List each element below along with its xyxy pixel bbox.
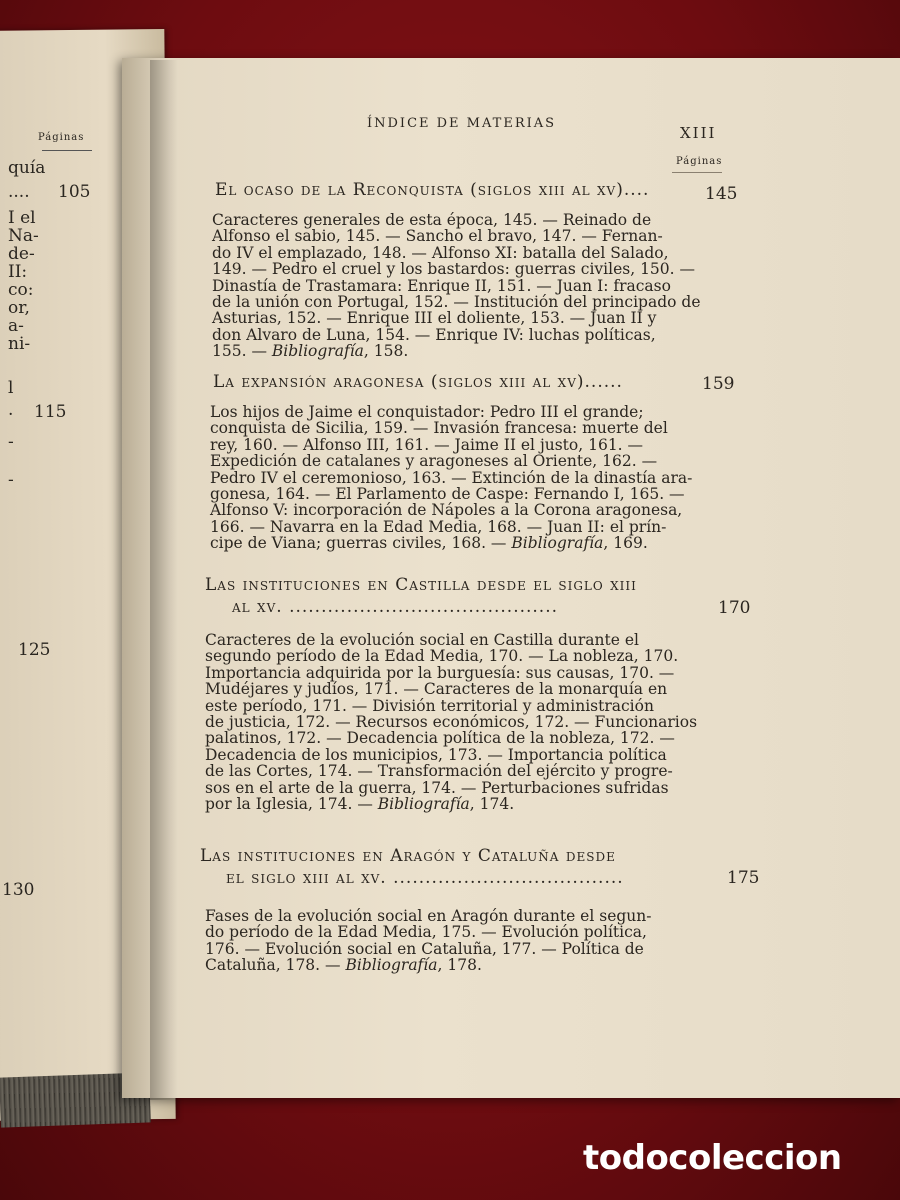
entry-line: 149. — Pedro el cruel y los bastardos: guerras civiles, 150. — (212, 260, 696, 279)
bibliografia-label: Bibliografía (345, 956, 438, 975)
entry-line: rey, 160. — Alfonso III, 161. — Jaime II el justo, 161. — (210, 435, 644, 454)
left-fragment: II: (8, 262, 28, 282)
left-fragment: de- (8, 244, 35, 264)
bibliografia-page: , 169. (603, 534, 648, 553)
entry-line: 176. — Evolución social en Cataluña, 177. — Política de (205, 939, 644, 958)
bibliografia-page: , 174. (469, 795, 515, 814)
entry-line: do período de la Edad Media, 175. — Evolución política, (205, 923, 647, 942)
entry-line: Pedro IV el ceremonioso, 163. — Extinción de la dinastía ara- (210, 468, 693, 487)
section-entries (205, 908, 652, 974)
paginas-rule (672, 172, 722, 173)
entry-line: Cataluña, 178. — Bibliografía, 178. (205, 956, 482, 975)
page-gutter-shadow (150, 60, 178, 1100)
entry-line: 155. — Bibliografía, 158. (212, 342, 409, 361)
entry-line: segundo período de la Edad Media, 170. — La nobleza, 170. (205, 647, 679, 666)
entry-line: Caracteres generales de esta época, 145. — Reinado de (212, 211, 652, 229)
left-paginas-label: Páginas (38, 132, 85, 143)
section-entries (212, 212, 701, 360)
left-page-number: 105 (58, 182, 91, 202)
entry-line: do IV el emplazado, 148. — Alfonso XI: batalla del Salado, (212, 243, 669, 262)
left-fragment: I el (8, 208, 36, 228)
entry-line: por la Iglesia, 174. — Bibliografía, 174. (205, 795, 515, 814)
entry-line: Mudéjares y judíos, 171. — Caracteres de la monarquía en (205, 680, 668, 699)
entry-line: sos en el arte de la guerra, 174. — Perturbaciones sufridas (205, 778, 669, 797)
section-title: Las instituciones en Castilla desde el siglo xiii (205, 575, 637, 595)
paginas-label: Páginas (676, 156, 723, 167)
entry-line: Alfonso V: incorporación de Nápoles a la Corona aragonesa, (210, 501, 683, 520)
watermark-logo: todocoleccion (583, 1138, 842, 1178)
left-fragment: ni- (8, 334, 31, 354)
bibliografia-label: Bibliografía (271, 342, 364, 361)
left-fragment: Na- (8, 226, 39, 246)
entry-line: palatinos, 172. — Decadencia política de la nobleza, 172. — (205, 729, 675, 748)
entry-line: de la unión con Portugal, 152. — Institución del principado de (212, 293, 701, 312)
entry-line: Alfonso el sabio, 145. — Sancho el bravo, 147. — Fernan- (212, 227, 663, 246)
entry-line: don Alvaro de Luna, 154. — Enrique IV: luchas políticas, (212, 325, 656, 344)
section-entries (205, 632, 697, 812)
bibliografia-label: Bibliografía (511, 534, 604, 553)
left-header-rule (42, 150, 92, 151)
section-title: Las instituciones en Aragón y Cataluña desde (200, 846, 616, 866)
section-title: El ocaso de la Reconquista (siglos xiii al xv).... (215, 180, 650, 200)
entry-line: Los hijos de Jaime el conquistador: Pedro III el grande; (210, 403, 644, 421)
left-fragment: - (8, 470, 14, 490)
entry-line: de las Cortes, 174. — Transformación del ejército y progre- (205, 762, 673, 781)
entry-line: Fases de la evolución social en Aragón durante el segun- (205, 907, 652, 925)
section-page: 159 (702, 374, 735, 394)
entry-line: este período, 171. — División territorial y administración (205, 696, 654, 715)
left-fragment: - (8, 432, 14, 452)
entry-line: Dinastía de Trastamara: Enrique II, 151. — Juan I: fracaso (212, 276, 671, 295)
entry-line: Decadencia de los municipios, 173. — Importancia política (205, 745, 667, 764)
section-entries (210, 404, 692, 552)
left-fragment: co: (8, 280, 34, 300)
section-title-continued: el siglo xiii al xv. .................................... (226, 868, 624, 888)
left-fragment: quía (8, 158, 46, 178)
left-page-number: 130 (2, 880, 35, 900)
section-page: 175 (727, 868, 760, 888)
section-page: 145 (705, 184, 738, 204)
entry-line: de justicia, 172. — Recursos económicos, 172. — Funcionarios (205, 713, 698, 732)
page-number-roman: XIII (680, 124, 717, 142)
bibliografia-label: Bibliografía (377, 795, 470, 814)
section-page: 170 (718, 598, 751, 618)
entry-line: gonesa, 164. — El Parlamento de Caspe: Fernando I, 165. — (210, 485, 685, 504)
left-fragment: . (8, 400, 14, 420)
running-title: ÍNDICE DE MATERIAS (367, 116, 557, 131)
entry-line: Importancia adquirida por la burguesía: sus causas, 170. — (205, 663, 675, 682)
entry-line: Asturias, 152. — Enrique III el doliente, 153. — Juan II y (212, 309, 657, 328)
section-title-continued: al xv. .......................................... (232, 597, 559, 617)
bibliografia-page: , 178. (437, 956, 482, 975)
left-page-number: 125 (18, 640, 51, 660)
entry-line: conquista de Sicilia, 159. — Invasión francesa: muerte del (210, 419, 668, 438)
left-fragment: l (8, 378, 14, 398)
left-page-number: 115 (34, 402, 67, 422)
entry-line: Expedición de catalanes y aragoneses al Oriente, 162. — (210, 452, 658, 471)
left-fragment: or, (8, 298, 30, 318)
left-fragment: .... (8, 182, 30, 202)
left-fragment: a- (8, 316, 24, 336)
section-title: La expansión aragonesa (siglos xiii al xv)...... (213, 372, 623, 392)
entry-line: Caracteres de la evolución social en Castilla durante el (205, 631, 639, 649)
bibliografia-page: , 158. (363, 342, 409, 361)
entry-line: 166. — Navarra en la Edad Media, 168. — Juan II: el prín- (210, 517, 667, 536)
entry-line: cipe de Viana; guerras civiles, 168. — Bibliografía, 169. (210, 534, 648, 553)
